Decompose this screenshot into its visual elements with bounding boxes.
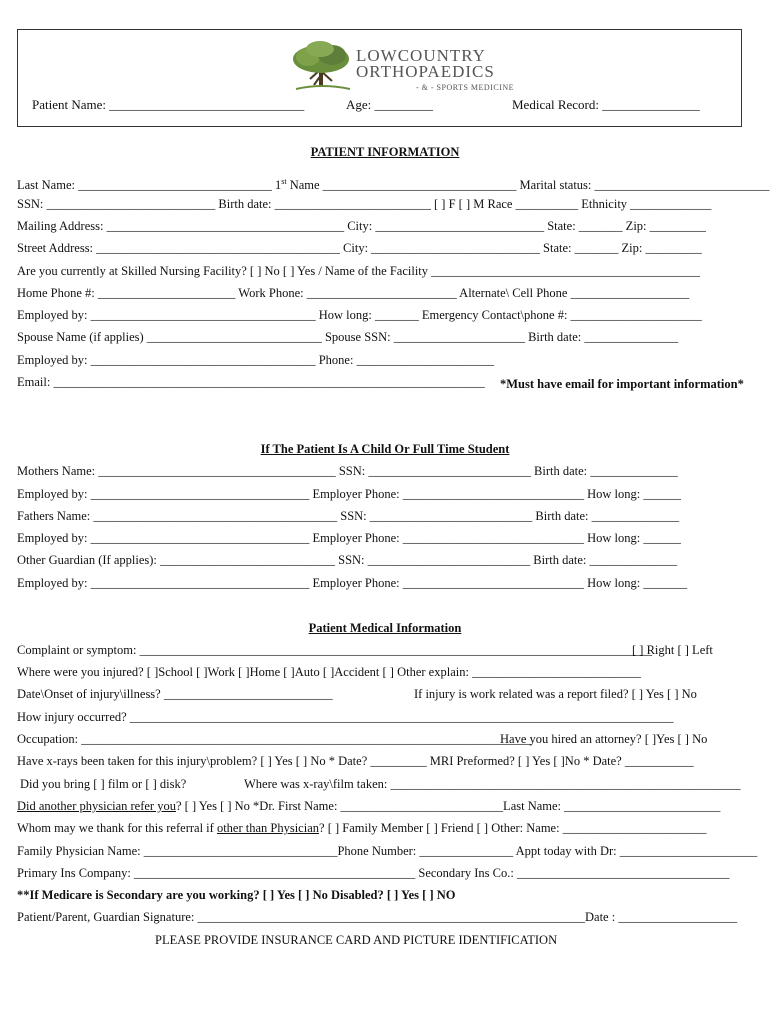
signature-line[interactable] <box>17 910 737 925</box>
patient-information-heading: PATIENT INFORMATION <box>310 145 460 159</box>
age-field[interactable]: Age: _________ <box>346 97 434 112</box>
family-physician-line[interactable]: Family Physician Name: _______________________________Phone Number: _______________ Appt today with Dr: ______________________ <box>17 844 758 858</box>
patient-name-field[interactable]: Patient Name: ______________________________ <box>32 97 305 112</box>
first-name-superscript: st <box>281 177 287 186</box>
email-note: *Must have email for important information* <box>500 377 744 391</box>
spouse-line[interactable]: Spouse Name (if applies) ____________________________ Spouse SSN: _____________________ Birth date: _______________ <box>17 330 679 344</box>
signature-label: Patient/Parent, Guardian Signature: ______________________________________________________________Date : <box>17 910 619 924</box>
fathers-name-line[interactable]: Fathers Name: _______________________________________ SSN: __________________________ Birth date: ______________ <box>17 509 680 523</box>
whom-thank-label: Whom may we thank for this referral if <box>17 821 217 835</box>
spouse-employed-line[interactable]: Employed by: ____________________________________ Phone: ______________________ <box>17 353 495 367</box>
logo-line2: ORTHOPAEDICS <box>356 62 495 81</box>
physician-refer-rest: ? [ ] Yes [ ] No *Dr. First Name: __________________________Last Name: _________________________ <box>175 799 721 813</box>
insurance-line[interactable]: Primary Ins Company: _____________________________________________ Secondary Ins Co.: __________________________________ <box>17 866 730 880</box>
ssn-line[interactable]: SSN: ___________________________ Birth date: _________________________ [ ] F [ ] M Race __________ Ethnicity _____________ <box>17 197 712 211</box>
medicare-line[interactable]: **If Medicare is Secondary are you working? [ ] Yes [ ] No Disabled? [ ] Yes [ ] NO <box>17 888 456 902</box>
report-filed-checkboxes[interactable]: If injury is work related was a report filed? [ ] Yes [ ] No <box>414 687 697 701</box>
mailing-address-line[interactable]: Mailing Address: ______________________________________ City: ___________________________ State: _______ Zip: _________ <box>17 219 706 233</box>
film-disk-checkboxes[interactable]: Did you bring [ ] film or [ ] disk? <box>20 777 187 791</box>
child-section-heading: If The Patient Is A Child Or Full Time Student <box>260 442 510 456</box>
occupation-field[interactable]: Occupation: ________________________________________________________________________ <box>17 732 532 746</box>
xrays-line[interactable]: Have x-rays been taken for this injury\problem? [ ] Yes [ ] No * Date? _________ MRI Preformed? [ ] Yes [ ]No * Date? ___________ <box>17 754 694 768</box>
attorney-checkboxes[interactable]: Have you hired an attorney? [ ]Yes [ ] No <box>500 732 708 746</box>
tree-icon <box>293 41 350 89</box>
email-field[interactable]: Email: _____________________________________________________________________ <box>17 375 485 389</box>
injury-location-line[interactable]: Where were you injured? [ ]School [ ]Work [ ]Home [ ]Auto [ ]Accident [ ] Other explain: ___________________________ <box>17 665 641 679</box>
logo-line3: - & - SPORTS MEDICINE <box>416 83 515 92</box>
guardian-employed-line[interactable]: Employed by: ___________________________________ Employer Phone: _____________________________ How long: _______ <box>17 576 688 590</box>
first-name-label: Name _______________________________ Marital status: ____________________________ <box>286 178 770 193</box>
street-address-line[interactable]: Street Address: _______________________________________ City: ___________________________ State: _______ Zip: _________ <box>17 241 702 255</box>
physician-referral-line[interactable] <box>17 799 720 814</box>
employed-line[interactable]: Employed by: ____________________________________ How long: _______ Emergency Contact\phone #: _____________________ <box>17 308 702 322</box>
physician-refer-label: Did another physician refer you <box>17 799 176 813</box>
xray-location-field[interactable]: Where was x-ray\film taken: ________________________________________________________ <box>244 777 741 791</box>
referral-thanks-line[interactable] <box>17 821 706 836</box>
father-employed-line[interactable]: Employed by: ___________________________________ Employer Phone: _____________________________ How long: ______ <box>17 531 681 545</box>
date-blank: ___________________ <box>618 910 738 924</box>
complaint-field[interactable]: Complaint or symptom: __________________________________________________________________________________ <box>17 643 653 657</box>
phone-line[interactable]: Home Phone #: ______________________ Work Phone: ________________________ Alternate\ Cell Phone ___________________ <box>17 286 690 300</box>
how-occurred-field[interactable]: How injury occurred? _______________________________________________________________________________________ <box>17 710 674 724</box>
skilled-nursing-line[interactable]: Are you currently at Skilled Nursing Facility? [ ] No [ ] Yes / Name of the Facility ___________________________________________ <box>17 264 700 278</box>
mothers-name-line[interactable]: Mothers Name: ______________________________________ SSN: __________________________ Birth date: ______________ <box>17 464 678 478</box>
whom-thank-rest: ? [ ] Family Member [ ] Friend [ ] Other: Name: _______________________ <box>319 821 707 835</box>
other-than-physician-label: other than Physician <box>216 821 320 835</box>
footer-note: PLEASE PROVIDE INSURANCE CARD AND PICTURE IDENTIFICATION <box>155 933 558 947</box>
practice-logo <box>292 39 524 95</box>
name-line[interactable] <box>17 174 770 193</box>
logo-line1: LOWCOUNTRY <box>356 46 486 65</box>
mother-employed-line[interactable]: Employed by: ___________________________________ Employer Phone: _____________________________ How long: ______ <box>17 487 681 501</box>
medical-section-heading: Patient Medical Information <box>308 621 462 635</box>
date-onset-field[interactable]: Date\Onset of injury\illness? ___________________________ <box>17 687 333 701</box>
guardian-line[interactable]: Other Guardian (If applies): ____________________________ SSN: __________________________ Birth date: ______________ <box>17 553 678 567</box>
last-name-label: Last Name: _______________________________ 1 <box>17 178 282 193</box>
right-left-checkboxes[interactable]: [ ] Right [ ] Left <box>632 643 713 657</box>
medical-record-field[interactable]: Medical Record: _______________ <box>512 97 700 112</box>
